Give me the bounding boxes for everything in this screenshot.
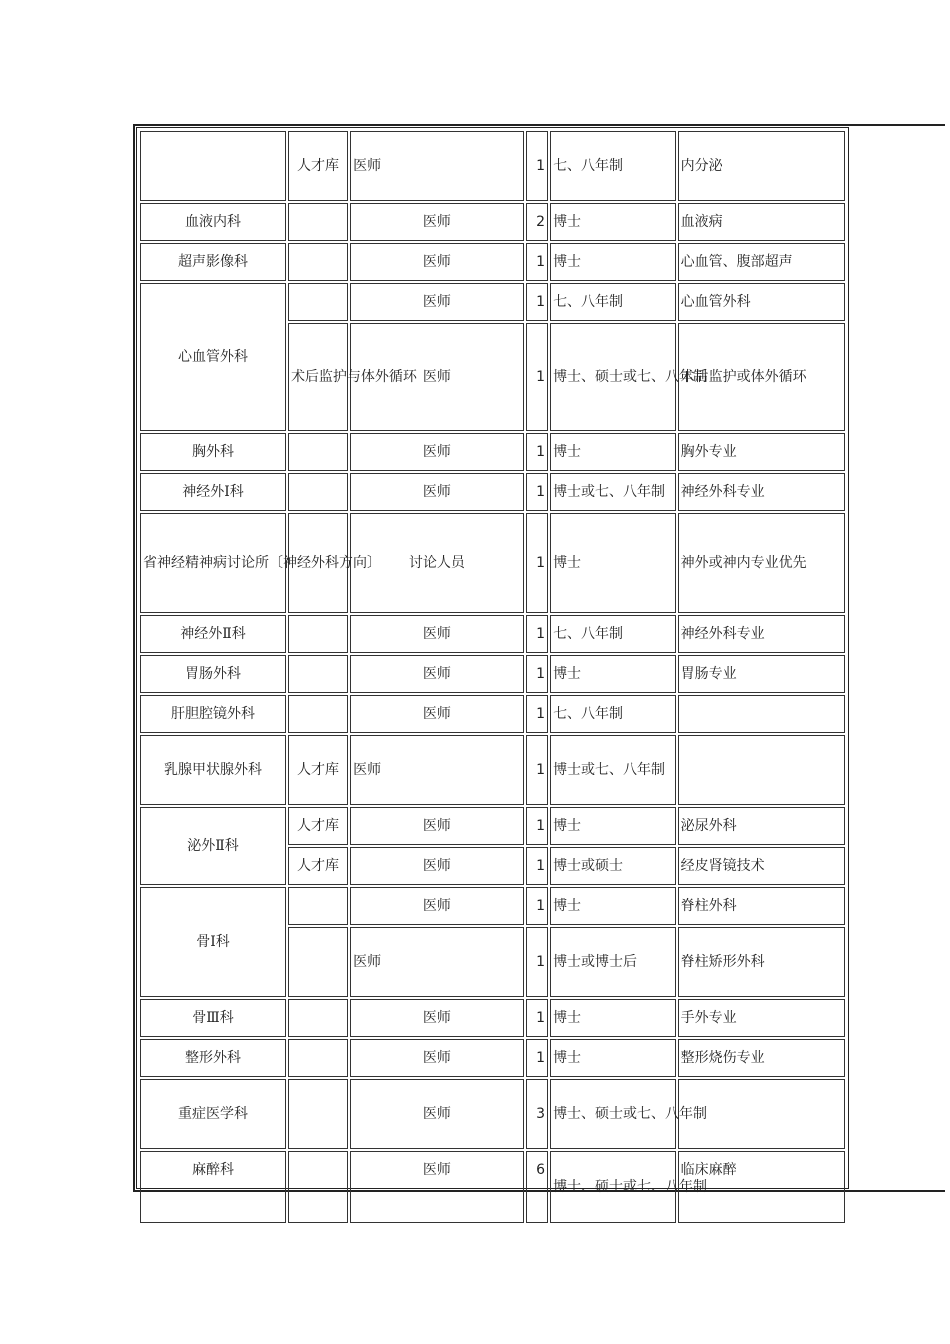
edu-cell: 博士 <box>550 807 676 845</box>
dept-cell: 省神经精神病讨论所〔神经外科方向〕 <box>140 513 286 613</box>
dept-cell: 肝胆腔镜外科 <box>140 695 286 733</box>
table-row <box>140 1039 845 1077</box>
spec-cell: 泌尿外科 <box>678 807 845 845</box>
count-cell: 1 <box>526 887 548 925</box>
spec-cell <box>678 735 845 805</box>
edu-cell: 博士或博士后 <box>550 927 676 997</box>
sub-cell <box>288 283 348 321</box>
edu-cell: 博士、硕士或七、八年制 <box>550 1151 676 1223</box>
dept-cell: 乳腺甲状腺外科 <box>140 735 286 805</box>
spec-cell: 内分泌 <box>678 131 845 201</box>
edu-cell: 博士、硕士或七、八年制 <box>550 1079 676 1149</box>
spec-cell: 整形烧伤专业 <box>678 1039 845 1077</box>
edu-cell: 七、八年制 <box>550 131 676 201</box>
sub-cell <box>288 1039 348 1077</box>
edu-cell: 博士 <box>550 887 676 925</box>
count-cell: 1 <box>526 1039 548 1077</box>
post-cell: 医师 <box>350 1151 523 1223</box>
spec-cell <box>678 695 845 733</box>
table-row <box>140 283 845 321</box>
post-cell: 医师 <box>350 735 523 805</box>
edu-cell: 七、八年制 <box>550 615 676 653</box>
count-cell: 1 <box>526 999 548 1037</box>
dept-cell: 神经外Ⅰ科 <box>140 473 286 511</box>
sub-cell <box>288 1151 348 1223</box>
dept-cell: 重症医学科 <box>140 1079 286 1149</box>
post-cell: 医师 <box>350 887 523 925</box>
spec-cell: 神经外科专业 <box>678 473 845 511</box>
spec-cell: 胃肠专业 <box>678 655 845 693</box>
sub-cell: 人才库 <box>288 735 348 805</box>
count-cell: 1 <box>526 735 548 805</box>
count-cell: 1 <box>526 433 548 471</box>
dept-cell: 血液内科 <box>140 203 286 241</box>
count-cell: 2 <box>526 203 548 241</box>
dept-cell <box>140 131 286 201</box>
dept-cell: 麻醉科 <box>140 1151 286 1223</box>
dept-cell: 胃肠外科 <box>140 655 286 693</box>
recruitment-table <box>138 129 847 1225</box>
sub-cell: 人才库 <box>288 847 348 885</box>
edu-cell: 博士、硕士或七、八年制 <box>550 323 676 431</box>
sub-cell <box>288 203 348 241</box>
table-row <box>140 433 845 471</box>
dept-cell: 骨Ⅰ科 <box>140 887 286 997</box>
count-cell: 1 <box>526 283 548 321</box>
spec-cell: 血液病 <box>678 203 845 241</box>
post-cell: 医师 <box>350 473 523 511</box>
post-cell: 医师 <box>350 1039 523 1077</box>
spec-cell: 神经外科专业 <box>678 615 845 653</box>
spec-cell: 心血管外科 <box>678 283 845 321</box>
post-cell: 医师 <box>350 433 523 471</box>
count-cell: 1 <box>526 131 548 201</box>
table-row <box>140 513 845 613</box>
table-row <box>140 655 845 693</box>
count-cell: 1 <box>526 243 548 281</box>
table-row <box>140 887 845 925</box>
sub-cell <box>288 999 348 1037</box>
count-cell: 1 <box>526 473 548 511</box>
sub-cell <box>288 433 348 471</box>
post-cell: 医师 <box>350 243 523 281</box>
count-cell: 1 <box>526 323 548 431</box>
edu-cell: 博士 <box>550 203 676 241</box>
sub-cell <box>288 243 348 281</box>
sub-cell <box>288 927 348 997</box>
edu-cell: 七、八年制 <box>550 695 676 733</box>
sub-cell <box>288 1079 348 1149</box>
dept-cell: 泌外Ⅱ科 <box>140 807 286 885</box>
edu-cell: 博士 <box>550 243 676 281</box>
table-row <box>140 695 845 733</box>
edu-cell: 七、八年制 <box>550 283 676 321</box>
count-cell: 1 <box>526 695 548 733</box>
dept-cell: 神经外Ⅱ科 <box>140 615 286 653</box>
dept-cell: 超声影像科 <box>140 243 286 281</box>
post-cell: 医师 <box>350 1079 523 1149</box>
post-cell: 医师 <box>350 323 523 431</box>
sub-cell <box>288 655 348 693</box>
dept-cell: 整形外科 <box>140 1039 286 1077</box>
table-row <box>140 1151 845 1223</box>
sub-cell <box>288 473 348 511</box>
edu-cell: 博士或七、八年制 <box>550 473 676 511</box>
sub-cell: 人才库 <box>288 131 348 201</box>
post-cell: 医师 <box>350 615 523 653</box>
count-cell: 6 <box>526 1151 548 1223</box>
edu-cell: 博士或硕士 <box>550 847 676 885</box>
post-cell: 医师 <box>350 131 523 201</box>
sub-cell: 术后监护与体外循环 <box>288 323 348 431</box>
post-cell: 医师 <box>350 807 523 845</box>
count-cell: 1 <box>526 655 548 693</box>
count-cell: 3 <box>526 1079 548 1149</box>
post-cell: 讨论人员 <box>350 513 523 613</box>
dept-cell: 心血管外科 <box>140 283 286 431</box>
count-cell: 1 <box>526 615 548 653</box>
table-row <box>140 131 845 201</box>
spec-cell: 手外专业 <box>678 999 845 1037</box>
spec-cell: 胸外专业 <box>678 433 845 471</box>
count-cell: 1 <box>526 807 548 845</box>
edu-cell: 博士 <box>550 999 676 1037</box>
sub-cell <box>288 615 348 653</box>
spec-cell: 临床麻醉 <box>678 1151 845 1223</box>
spec-cell: 脊柱外科 <box>678 887 845 925</box>
table-row <box>140 203 845 241</box>
spec-cell: 脊柱矫形外科 <box>678 927 845 997</box>
sub-cell <box>288 695 348 733</box>
edu-cell: 博士 <box>550 1039 676 1077</box>
table-row <box>140 735 845 805</box>
count-cell: 1 <box>526 927 548 997</box>
spec-cell: 神外或神内专业优先 <box>678 513 845 613</box>
spec-cell: 心血管、腹部超声 <box>678 243 845 281</box>
post-cell: 医师 <box>350 695 523 733</box>
post-cell: 医师 <box>350 999 523 1037</box>
sub-cell: 人才库 <box>288 807 348 845</box>
post-cell: 医师 <box>350 283 523 321</box>
spec-cell: 术后监护或体外循环 <box>678 323 845 431</box>
count-cell: 1 <box>526 513 548 613</box>
table-row <box>140 243 845 281</box>
spec-cell: 经皮肾镜技术 <box>678 847 845 885</box>
post-cell: 医师 <box>350 927 523 997</box>
edu-cell: 博士 <box>550 433 676 471</box>
sub-cell <box>288 887 348 925</box>
post-cell: 医师 <box>350 847 523 885</box>
table-row <box>140 807 845 845</box>
post-cell: 医师 <box>350 655 523 693</box>
edu-cell: 博士或七、八年制 <box>550 735 676 805</box>
dept-cell: 胸外科 <box>140 433 286 471</box>
table-row <box>140 1079 845 1149</box>
edu-cell: 博士 <box>550 655 676 693</box>
edu-cell: 博士 <box>550 513 676 613</box>
post-cell: 医师 <box>350 203 523 241</box>
table-row <box>140 999 845 1037</box>
dept-cell: 骨Ⅲ科 <box>140 999 286 1037</box>
table-row <box>140 615 845 653</box>
count-cell: 1 <box>526 847 548 885</box>
table-row <box>140 473 845 511</box>
